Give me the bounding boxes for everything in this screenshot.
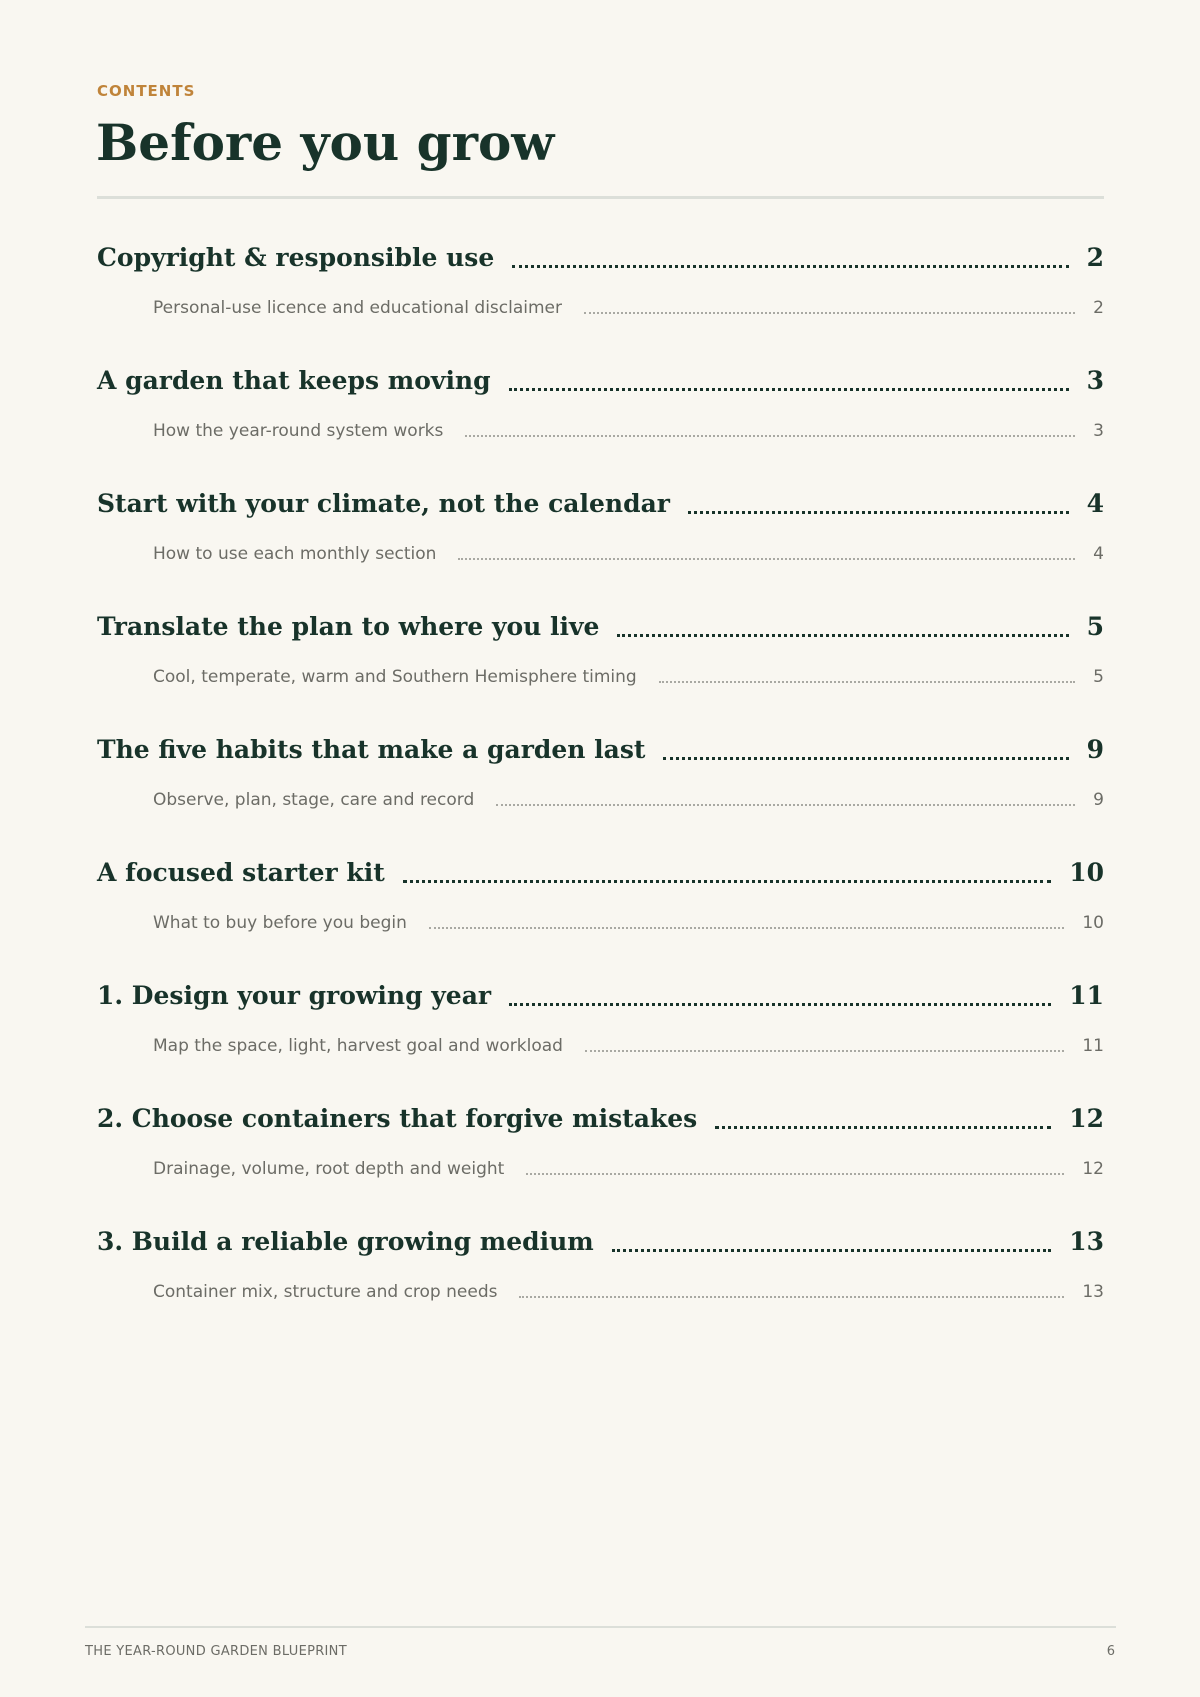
toc-chapter-title: A focused starter kit xyxy=(97,858,385,887)
dot-leader xyxy=(519,1294,1064,1298)
toc-chapter-page: 2 xyxy=(1086,243,1104,272)
dot-leader xyxy=(584,310,1075,314)
toc-entry[interactable] xyxy=(97,970,1104,1093)
toc-subsection-page: 13 xyxy=(1082,1282,1104,1302)
toc-subsection-title: Observe, plan, stage, care and record xyxy=(153,790,475,810)
toc-subsection-page: 4 xyxy=(1093,544,1104,564)
dot-leader xyxy=(496,802,1075,806)
footer-book-title: THE YEAR-ROUND GARDEN BLUEPRINT xyxy=(85,1644,347,1659)
toc-subsection-title: Personal-use licence and educational disclaimer xyxy=(153,298,563,318)
toc-chapter-page: 5 xyxy=(1086,612,1104,641)
dot-leader xyxy=(688,509,1069,514)
toc-subsection-title: Cool, temperate, warm and Southern Hemisphere timing xyxy=(153,667,637,687)
toc-chapter-row[interactable] xyxy=(97,847,1104,899)
dot-leader xyxy=(659,679,1075,683)
toc-chapter-title: 1. Design your growing year xyxy=(97,981,492,1010)
dot-leader xyxy=(509,1001,1051,1006)
toc-entry[interactable] xyxy=(97,232,1104,355)
dot-leader xyxy=(458,556,1075,560)
dot-leader xyxy=(512,263,1068,268)
table-of-contents xyxy=(97,232,1104,1339)
toc-chapter-title: Copyright & responsible use xyxy=(97,243,495,272)
toc-subsection-page: 9 xyxy=(1093,790,1104,810)
toc-entry[interactable] xyxy=(97,1093,1104,1216)
toc-subsection-row[interactable] xyxy=(153,907,1104,939)
dot-leader xyxy=(663,755,1068,760)
toc-subsection-title: Map the space, light, harvest goal and workload xyxy=(153,1036,563,1056)
toc-chapter-page: 4 xyxy=(1086,489,1104,518)
toc-chapter-row[interactable] xyxy=(97,232,1104,284)
toc-chapter-page: 11 xyxy=(1069,981,1104,1010)
toc-entry[interactable] xyxy=(97,724,1104,847)
toc-subsection-page: 12 xyxy=(1082,1159,1104,1179)
toc-chapter-row[interactable] xyxy=(97,1093,1104,1145)
dot-leader xyxy=(403,878,1051,883)
dot-leader xyxy=(715,1124,1051,1129)
toc-chapter-page: 13 xyxy=(1069,1227,1104,1256)
toc-chapter-row[interactable] xyxy=(97,970,1104,1022)
footer-divider xyxy=(85,1626,1116,1628)
toc-subsection-page: 5 xyxy=(1093,667,1104,687)
toc-subsection-page: 3 xyxy=(1093,421,1104,441)
page-title: Before you grow xyxy=(96,113,555,172)
toc-chapter-page: 9 xyxy=(1086,735,1104,764)
toc-chapter-title: The five habits that make a garden last xyxy=(97,735,646,764)
toc-chapter-row[interactable] xyxy=(97,1216,1104,1268)
dot-leader xyxy=(612,1247,1051,1252)
dot-leader xyxy=(526,1171,1064,1175)
toc-chapter-row[interactable] xyxy=(97,355,1104,407)
toc-chapter-page: 10 xyxy=(1069,858,1104,887)
toc-subsection-title: How the year-round system works xyxy=(153,421,444,441)
dot-leader xyxy=(429,925,1064,929)
toc-chapter-title: A garden that keeps moving xyxy=(97,366,491,395)
toc-chapter-row[interactable] xyxy=(97,724,1104,776)
toc-subsection-row[interactable] xyxy=(153,1276,1104,1308)
dot-leader xyxy=(509,386,1069,391)
toc-subsection-title: Container mix, structure and crop needs xyxy=(153,1282,498,1302)
toc-entry[interactable] xyxy=(97,1216,1104,1339)
toc-chapter-row[interactable] xyxy=(97,601,1104,653)
dot-leader xyxy=(465,433,1075,437)
toc-chapter-title: 3. Build a reliable growing medium xyxy=(97,1227,594,1256)
toc-subsection-row[interactable] xyxy=(153,415,1104,447)
toc-chapter-title: 2. Choose containers that forgive mistakes xyxy=(97,1104,698,1133)
toc-subsection-row[interactable] xyxy=(153,292,1104,324)
toc-entry[interactable] xyxy=(97,355,1104,478)
toc-entry[interactable] xyxy=(97,478,1104,601)
dot-leader xyxy=(617,632,1068,637)
toc-chapter-title: Translate the plan to where you live xyxy=(97,612,600,641)
toc-chapter-row[interactable] xyxy=(97,478,1104,530)
toc-subsection-row[interactable] xyxy=(153,784,1104,816)
toc-subsection-title: What to buy before you begin xyxy=(153,913,407,933)
toc-subsection-row[interactable] xyxy=(153,661,1104,693)
section-eyebrow: CONTENTS xyxy=(97,82,196,100)
title-divider xyxy=(97,196,1104,199)
toc-entry[interactable] xyxy=(97,847,1104,970)
toc-subsection-title: Drainage, volume, root depth and weight xyxy=(153,1159,505,1179)
toc-subsection-row[interactable] xyxy=(153,1030,1104,1062)
toc-subsection-page: 2 xyxy=(1093,298,1104,318)
toc-subsection-page: 11 xyxy=(1082,1036,1104,1056)
toc-chapter-title: Start with your climate, not the calendar xyxy=(97,489,670,518)
toc-subsection-page: 10 xyxy=(1082,913,1104,933)
toc-subsection-row[interactable] xyxy=(153,538,1104,570)
toc-chapter-page: 3 xyxy=(1086,366,1104,395)
toc-subsection-title: How to use each monthly section xyxy=(153,544,437,564)
footer-page-number: 6 xyxy=(1106,1644,1115,1659)
dot-leader xyxy=(585,1048,1064,1052)
toc-chapter-page: 12 xyxy=(1069,1104,1104,1133)
toc-subsection-row[interactable] xyxy=(153,1153,1104,1185)
toc-entry[interactable] xyxy=(97,601,1104,724)
